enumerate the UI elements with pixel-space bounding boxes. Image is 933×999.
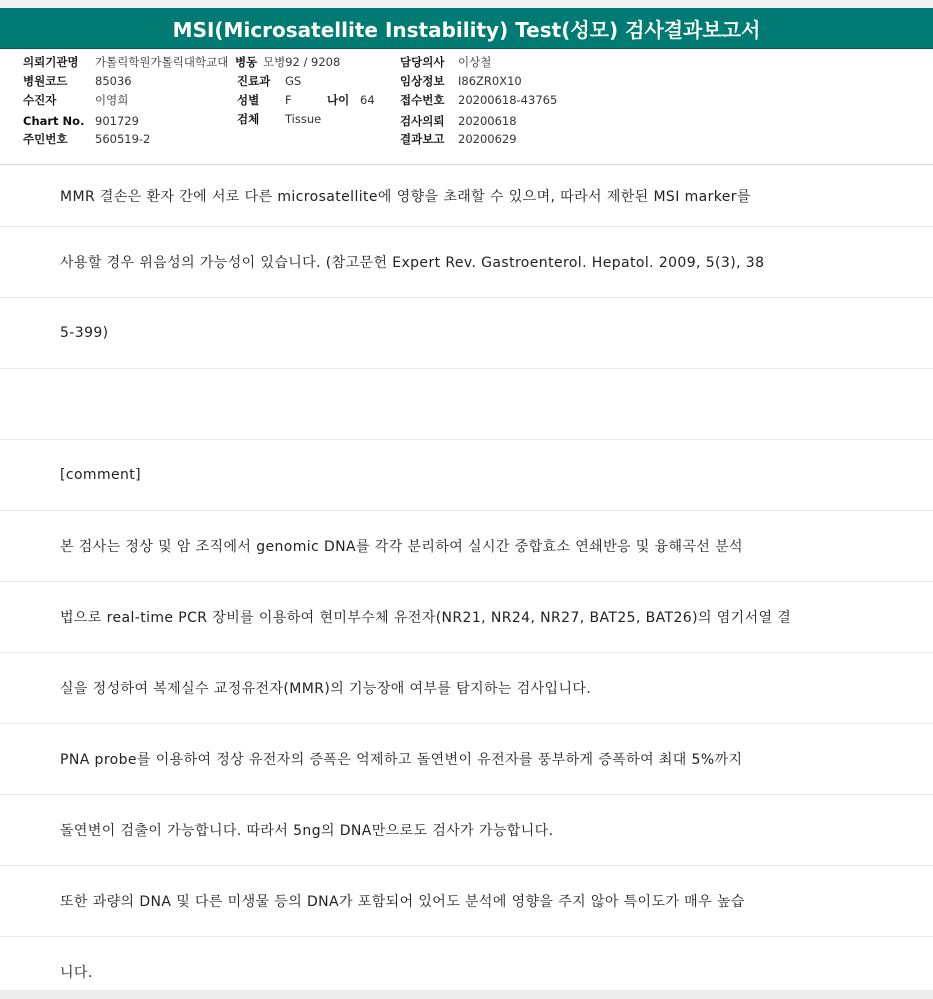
report-body	[0, 166, 933, 990]
result-date-value: 20200629	[458, 132, 517, 146]
specimen-label: 검체	[237, 112, 260, 126]
report-line: 니다.	[0, 937, 933, 990]
patient-label: 수진자	[23, 93, 57, 107]
info-row-5	[0, 130, 933, 149]
receipt-value: 20200618-43765	[458, 93, 558, 107]
resident-no-label: 주민번호	[23, 132, 68, 146]
sex-label: 성별	[237, 93, 260, 107]
report-line: MMR 결손은 환자 간에 서로 다른 microsatellite에 영향을 초래할 수 있으며, 따라서 제한된 MSI marker를	[0, 166, 933, 227]
ward-value: 모병92 / 9208	[263, 55, 341, 69]
chart-no-value: 901729	[95, 114, 139, 128]
institution-value: 가톨릭학원가톨릭대학교대	[95, 55, 229, 69]
chart-no-label: Chart No.	[23, 114, 85, 128]
patient-info-panel	[0, 49, 933, 165]
doctor-value: 이상철	[458, 55, 492, 69]
age-label: 나이	[327, 93, 350, 107]
report-line: 돌연변이 검출이 가능합니다. 따라서 5ng의 DNA만으로도 검사가 가능합니다.	[0, 795, 933, 866]
result-date-label: 결과보고	[400, 132, 445, 146]
clinical-info-value: I86ZR0X10	[458, 74, 522, 88]
request-date-value: 20200618	[458, 114, 517, 128]
report-line: 사용할 경우 위음성의 가능성이 있습니다. (참고문헌 Expert Rev. Gastroenterol. Hepatol. 2009, 5(3), 38	[0, 227, 933, 298]
sex-value: F	[285, 93, 292, 107]
report-line: 본 검사는 정상 및 암 조직에서 genomic DNA를 각각 분리하여 실시간 중합효소 연쇄반응 및 융해곡선 분석	[0, 511, 933, 582]
hospital-code-label: 병원코드	[23, 74, 68, 88]
receipt-label: 접수번호	[400, 93, 445, 107]
top-strip	[0, 0, 933, 8]
info-row-2	[0, 72, 933, 91]
bottom-strip	[0, 990, 933, 999]
age-value: 64	[360, 93, 375, 107]
request-date-label: 검사의뢰	[400, 114, 445, 128]
comment-heading: [comment]	[0, 440, 933, 511]
ward-label: 병동	[235, 55, 258, 69]
report-line: 법으로 real-time PCR 장비를 이용하여 현미부수체 유전자(NR21, NR24, NR27, BAT25, BAT26)의 염기서열 결	[0, 582, 933, 653]
patient-value: 이영희	[95, 93, 129, 107]
doctor-label: 담당의사	[400, 55, 445, 69]
report-line: PNA probe를 이용하여 정상 유전자의 증폭은 억제하고 돌연변이 유전자를 풍부하게 증폭하여 최대 5%까지	[0, 724, 933, 795]
report-line: 또한 과량의 DNA 및 다른 미생물 등의 DNA가 포함되어 있어도 분석에 영향을 주지 않아 특이도가 매우 높습	[0, 866, 933, 937]
report-line	[0, 369, 933, 440]
institution-label: 의뢰기관명	[23, 55, 79, 69]
specimen-value: Tissue	[285, 112, 322, 126]
dept-value: GS	[285, 74, 302, 88]
report-line: 실을 정성하여 복제실수 교정유전자(MMR)의 기능장애 여부를 탐지하는 검사입니다.	[0, 653, 933, 724]
info-row-4	[0, 112, 933, 131]
report-line: 5-399)	[0, 298, 933, 369]
resident-no-value: 560519-2	[95, 132, 151, 146]
report-title-bar	[0, 8, 933, 49]
hospital-code-value: 85036	[95, 74, 132, 88]
report-title: MSI(Microsatellite Instability) Test(성모) 검사결과보고서	[172, 17, 761, 42]
info-row-3	[0, 91, 933, 110]
clinical-info-label: 임상정보	[400, 74, 445, 88]
info-row-1	[0, 53, 933, 72]
dept-label: 진료과	[237, 74, 271, 88]
